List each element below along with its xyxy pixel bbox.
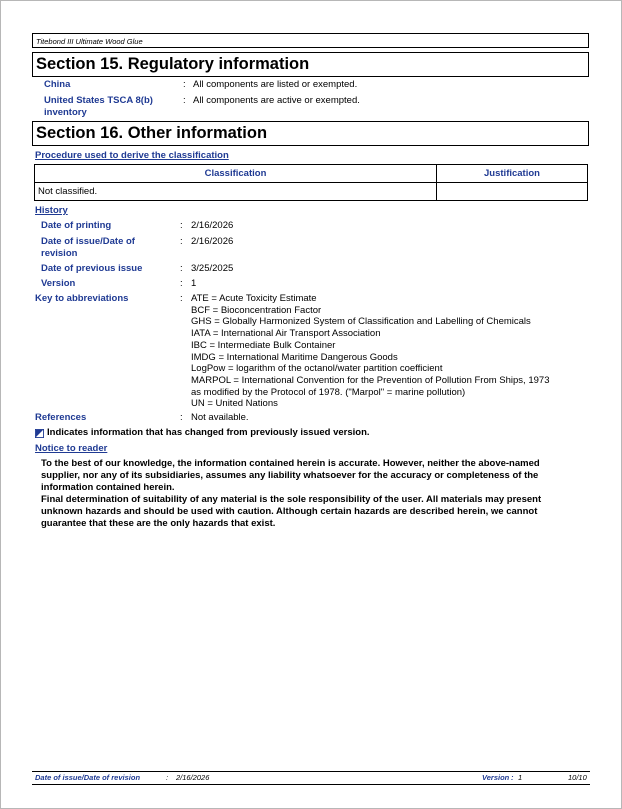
references-label: References	[35, 412, 87, 423]
abbreviation-item: GHS = Globally Harmonized System of Classification and Labelling of Chemicals	[191, 316, 531, 328]
history-link[interactable]: History	[35, 205, 68, 216]
abbreviation-item: MARPOL = International Convention for the Prevention of Pollution From Ships, 1973	[191, 374, 550, 386]
changed-info-note	[35, 427, 370, 439]
key-to-abbreviations-label: Key to abbreviations	[35, 293, 129, 304]
footer-colon: :	[511, 773, 514, 782]
changed-info-text: Indicates information that has changed from previously issued version.	[47, 427, 370, 438]
version-value: 1	[191, 278, 197, 289]
abbreviation-item: LogPow = logarithm of the octanol/water partition coefficient	[191, 363, 443, 375]
classification-cell: Not classified.	[35, 183, 437, 201]
section-15-title: Section 15. Regulatory information	[32, 52, 589, 77]
version-label: Version	[41, 278, 76, 289]
colon: :	[180, 293, 183, 304]
procedure-link[interactable]: Procedure used to derive the classification	[35, 150, 229, 161]
date-of-previous-issue-label: Date of previous issue	[41, 263, 143, 274]
footer-version-label: Version	[482, 773, 510, 782]
abbreviation-item: ATE = Acute Toxicity Estimate	[191, 293, 317, 304]
abbreviation-item: BCF = Bioconcentration Factor	[191, 304, 322, 316]
china-label: China	[44, 79, 71, 90]
justification-header: Justification	[437, 165, 588, 183]
colon: :	[180, 263, 183, 274]
notice-to-reader-text	[41, 458, 579, 530]
footer-version-value: 1	[518, 773, 523, 782]
justification-cell	[437, 183, 588, 201]
table-row	[35, 183, 588, 201]
date-of-issue-label: Date of issue/Date of revision	[41, 236, 135, 259]
notice-to-reader-link[interactable]: Notice to reader	[35, 443, 108, 454]
abbreviation-item: as modified by the Protocol of 1978. ("Marpol" = marine pollution)	[191, 386, 466, 398]
references-value: Not available.	[191, 412, 249, 423]
date-of-issue-value: 2/16/2026	[191, 236, 234, 247]
abbreviation-item: IBC = Intermediate Bulk Container	[191, 339, 336, 351]
footer-date-label: Date of issue/Date of revision	[35, 773, 141, 782]
china-value: All components are listed or exempted.	[193, 79, 358, 90]
tsca-value: All components are active or exempted.	[193, 95, 360, 106]
colon: :	[180, 236, 183, 247]
page-footer	[32, 771, 590, 785]
footer-page-number: 10/10	[568, 773, 587, 782]
colon: :	[180, 412, 183, 423]
colon: :	[180, 278, 183, 289]
classification-table	[34, 164, 588, 201]
footer-date-value: 2/16/2026	[176, 773, 210, 782]
tsca-label: United States TSCA 8(b) inventory	[44, 95, 153, 118]
colon: :	[183, 79, 186, 90]
abbreviation-item: IMDG = International Maritime Dangerous Goods	[191, 351, 398, 363]
abbreviation-item: UN = United Nations	[191, 398, 278, 410]
abbreviation-item: IATA = International Air Transport Association	[191, 328, 381, 340]
abbreviations-list	[191, 293, 586, 410]
colon: :	[180, 220, 183, 231]
classification-header: Classification	[35, 165, 437, 183]
colon: :	[183, 95, 186, 106]
date-of-printing-label: Date of printing	[41, 220, 112, 231]
product-name-header: Titebond III Ultimate Wood Glue	[32, 33, 589, 48]
date-of-previous-issue-value: 3/25/2025	[191, 263, 234, 274]
notice-paragraph-2: Final determination of suitability of any material is the sole responsibility of the user. All materials may present unknown hazards and should be used with caution. Although certain hazards are described herein, we cannot guarantee that these are the only hazards that exist.	[41, 494, 542, 529]
notice-paragraph-1: To the best of our knowledge, the information contained herein is accurate. However, neither the above-named supplier, nor any of its subsidiaries, assumes any liability whatsoever for the accuracy or completeness of the information contained herein.	[41, 458, 540, 493]
footer-colon: :	[166, 773, 169, 782]
change-indicator-icon	[35, 429, 44, 438]
date-of-printing-value: 2/16/2026	[191, 220, 234, 231]
section-16-title: Section 16. Other information	[32, 121, 589, 146]
